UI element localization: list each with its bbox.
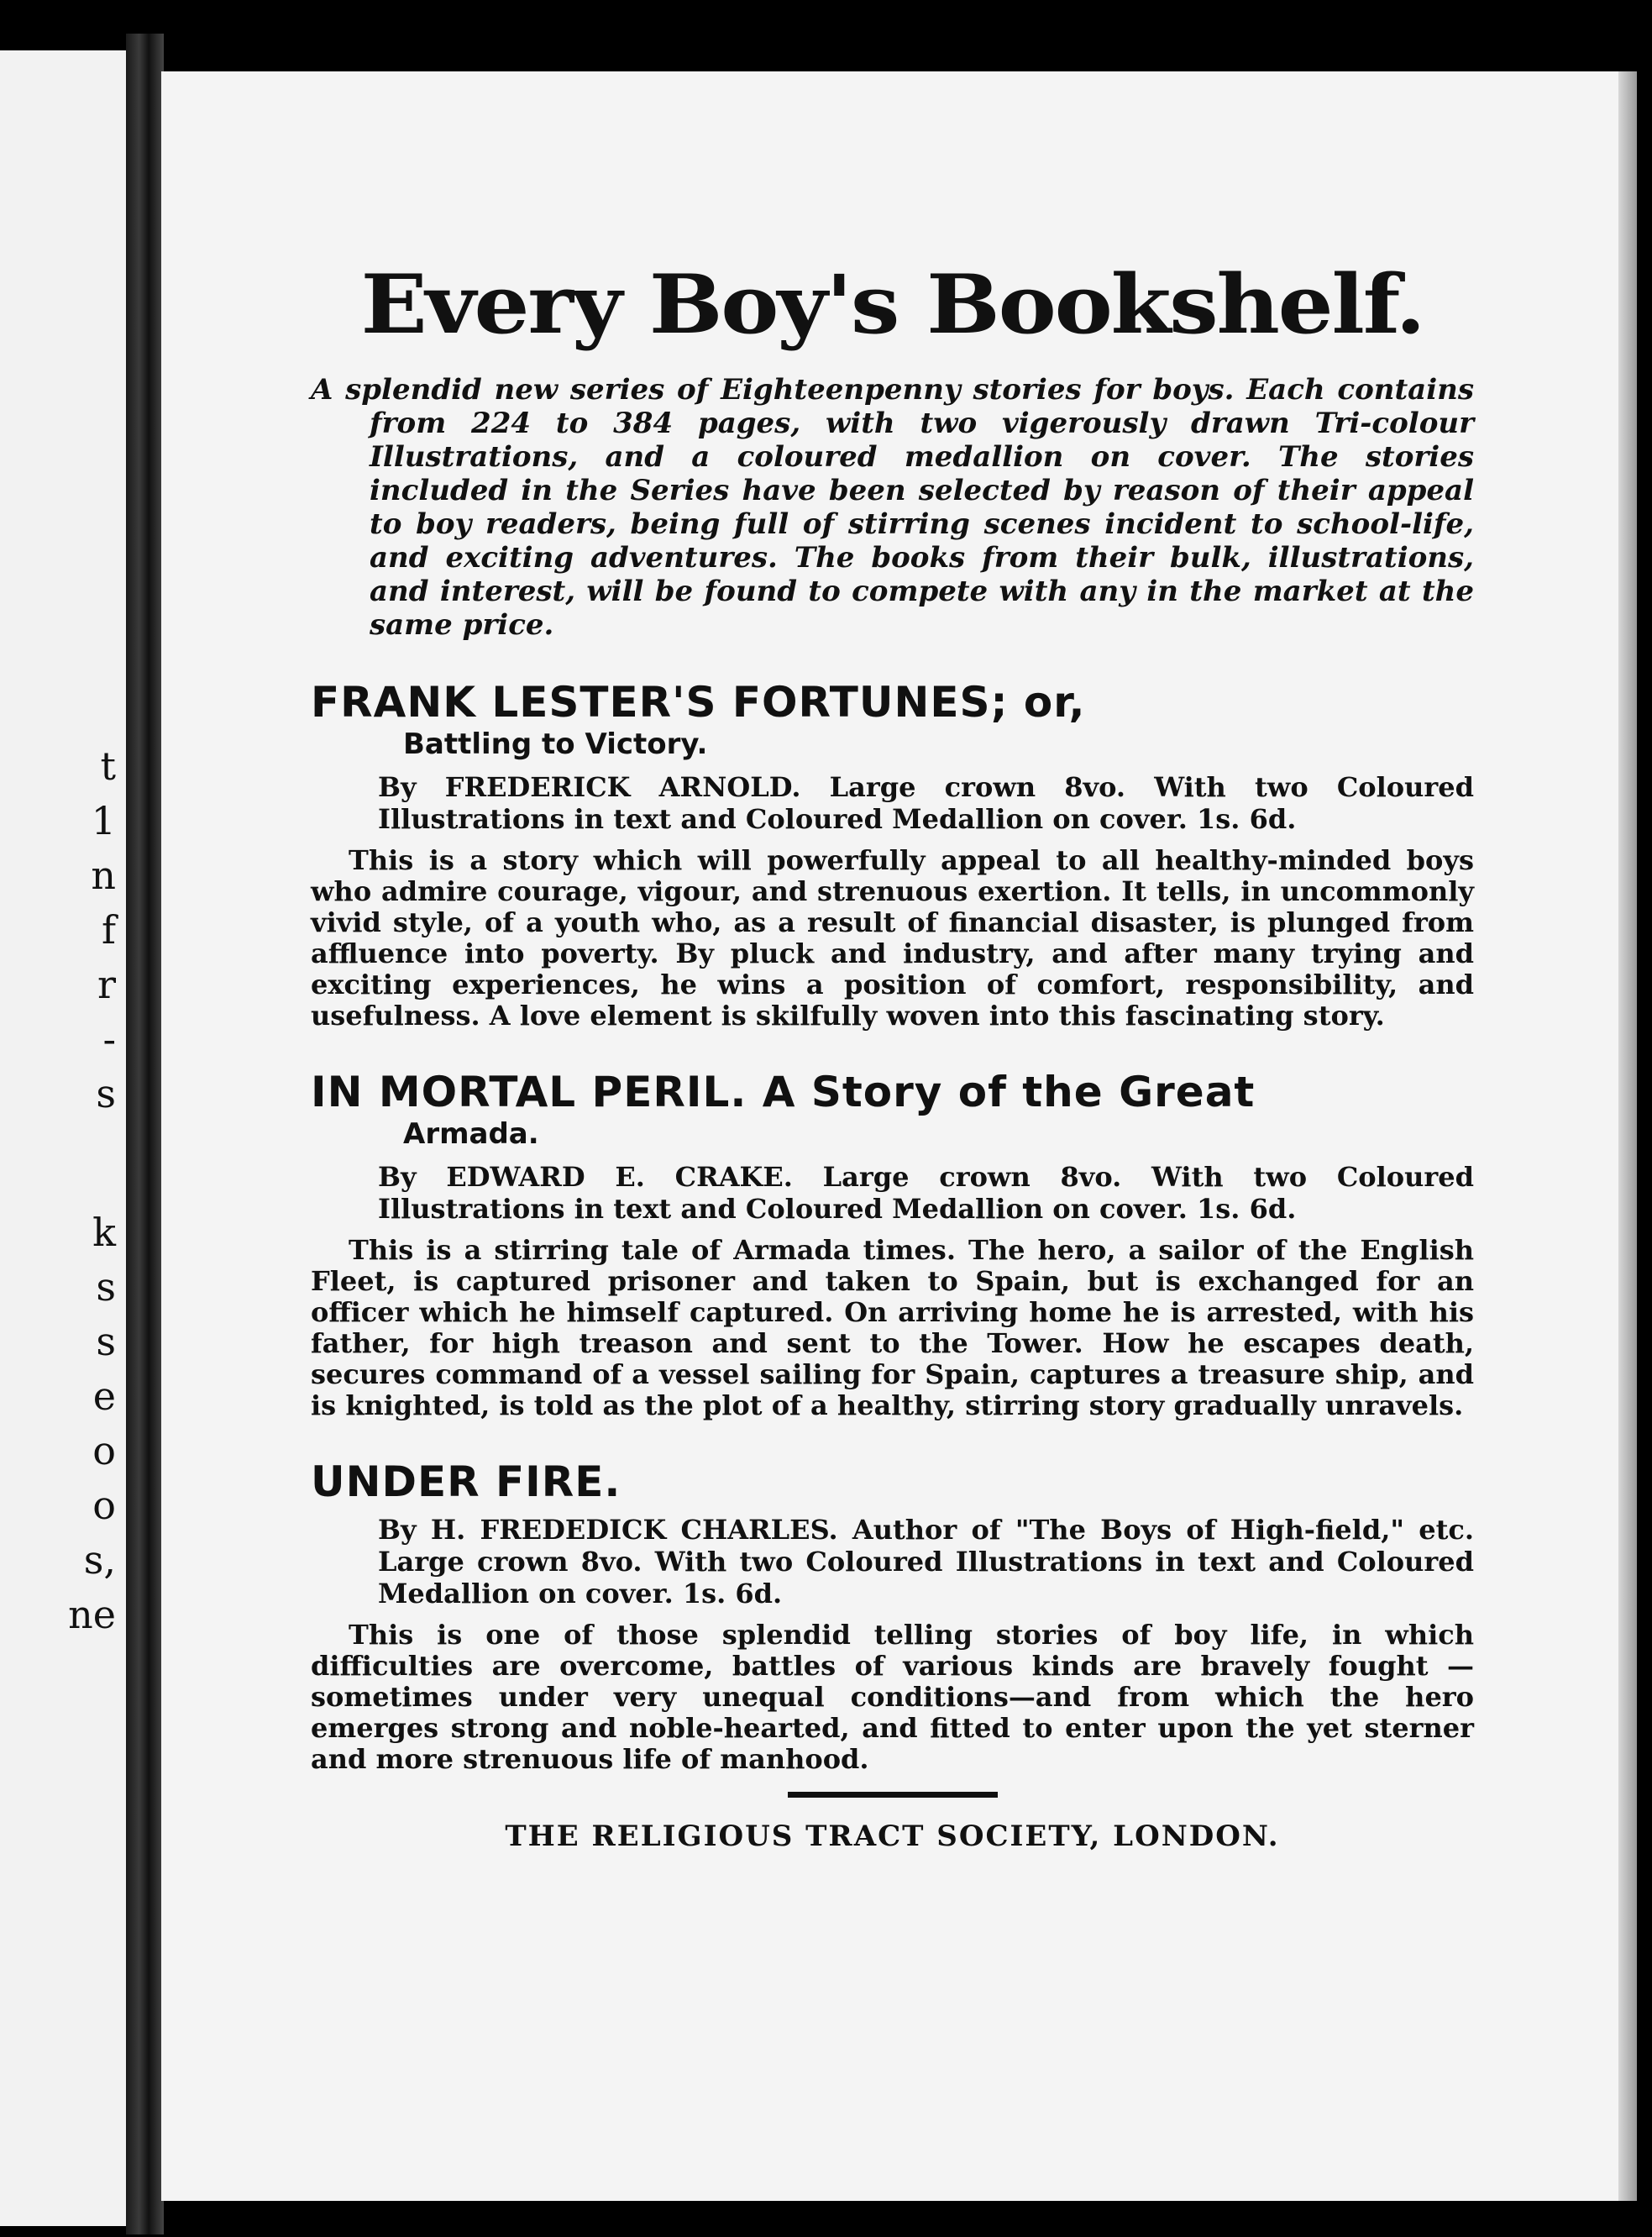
left-page-fragment: t (100, 743, 116, 789)
left-facing-page (0, 50, 126, 2226)
book-byline: By FREDERICK ARNOLD. Large crown 8vo. With two Coloured Illustrations in text and Coloured Medallion on cover. 1s. 6d. (378, 770, 1474, 835)
page-title: Every Boy's Bookshelf. (360, 257, 1424, 352)
book-byline: By H. FREDEDICK CHARLES. Author of "The Boys of High-field," etc. Large crown 8vo. With two Coloured Illustrations in text and Coloured Medallion on cover. 1s. 6d. (378, 1513, 1474, 1609)
page-edge (1618, 71, 1637, 2201)
page-content (311, 257, 1474, 1853)
left-page-fragment: r (97, 962, 116, 1007)
left-page-fragment: n (91, 853, 116, 898)
book-entry (311, 1458, 1474, 1775)
book-subtitle: Battling to Victory. (403, 727, 708, 761)
left-page-fragment: s (96, 1071, 116, 1116)
book-entry (311, 1069, 1474, 1421)
left-page-fragment: ne (68, 1592, 116, 1637)
left-page-fragment: f (101, 907, 116, 953)
book-entry (311, 679, 1474, 1032)
book-description: This is one of those splendid telling stories of boy life, in which difficulties are overcome, battles of various kinds are bravely fought —sometimes under very unequal conditions—and from which the hero emerges strong and noble-hearted, and fitted to enter upon the yet sterner and more strenuous life of manhood. (311, 1618, 1474, 1775)
left-page-fragment: s (96, 1319, 116, 1364)
book-title: UNDER FIRE. (311, 1457, 621, 1506)
book-description: This is a stirring tale of Armada times. The hero, a sailor of the English Fleet, is captured prisoner and taken to Spain, but is exchanged for an officer which he himself captured. On arriving home he is arrested, with his father, for high treason and sent to the Tower. How he escapes death, secures command of a vessel sailing for Spain, captures a treasure ship, and is knighted, is told as the plot of a healthy, stirring story gradually unravels. (311, 1233, 1474, 1421)
publisher-imprint: THE RELIGIOUS TRACT SOCIETY, LONDON. (505, 1819, 1280, 1853)
book-title: FRANK LESTER'S FORTUNES; or, (311, 677, 1086, 727)
book-subtitle: Armada. (403, 1116, 539, 1151)
divider-rule (788, 1792, 998, 1798)
series-intro: A splendid new series of Eighteenpenny stories for boys. Each contains from 224 to 384 pages, with two vigerously drawn Tri-colour Illustrations, and a coloured medallion on cover. The stories included in the Series have been selected by reason of their appeal to boy readers, being full of stirring scenes incident to school-life, and exciting adventures. The books from their bulk, illustrations, and interest, will be found to compete with any in the market at the same price. (311, 372, 1474, 642)
book-description: This is a story which will powerfully appeal to all healthy-minded boys who admire courage, vigour, and strenuous exertion. It tells, in uncommonly vivid style, of a youth who, as a result of financial disaster, is plunged from affluence into poverty. By pluck and industry, and after many trying and exciting experiences, he wins a position of comfort, responsibility, and usefulness. A love element is skilfully woven into this fascinating story. (311, 843, 1474, 1032)
book-title: IN MORTAL PERIL. A Story of the Great (311, 1067, 1256, 1116)
book-byline: By EDWARD E. CRAKE. Large crown 8vo. With two Coloured Illustrations in text and Coloured Medallion on cover. 1s. 6d. (378, 1160, 1474, 1225)
left-page-fragment: e (92, 1373, 116, 1419)
left-page-fragment: o (92, 1428, 116, 1473)
left-page-fragment: 1 (91, 798, 116, 843)
left-page-fragment: k (92, 1210, 116, 1255)
book-gutter (126, 34, 164, 2234)
left-page-fragment: - (102, 1016, 116, 1062)
advertisement-page (161, 71, 1618, 2201)
left-page-fragment: o (92, 1483, 116, 1528)
left-page-fragment: s (96, 1264, 116, 1310)
left-page-fragment: s, (83, 1537, 116, 1583)
